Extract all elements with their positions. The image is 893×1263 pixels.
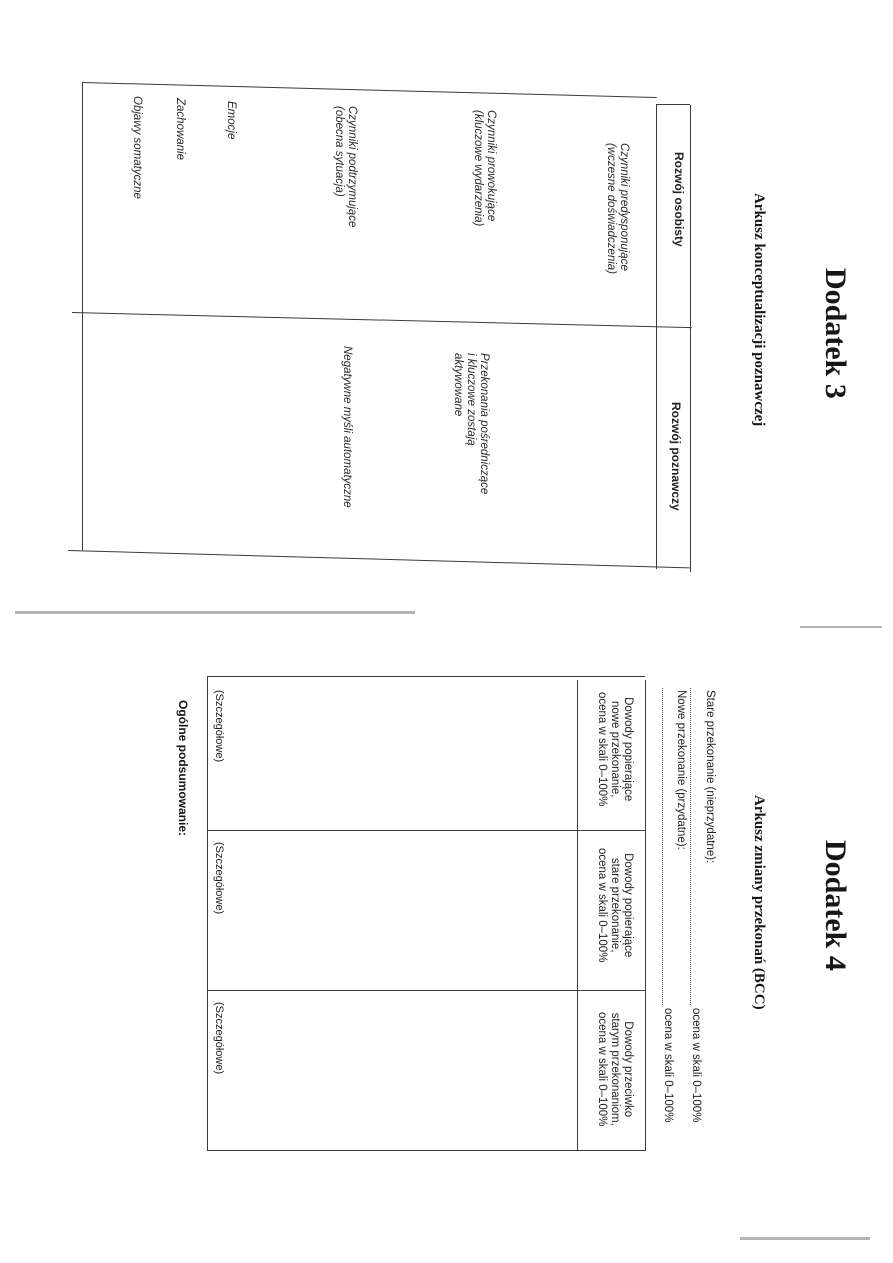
bcc-header-evidence-against: Dowody przeciwko starym przekonaniom, ocena w skali 0–100% xyxy=(596,1012,634,1127)
old-belief-rating: ocena w skali 0–100% xyxy=(690,1008,702,1123)
overall-summary-label: Ogólne podsumowanie: xyxy=(176,700,190,837)
label-behavior: Zachowanie xyxy=(174,98,186,161)
appendix3-title: Dodatek 3 xyxy=(819,268,852,399)
appendix4-subtitle: Arkusz zmiany przekonań (BCC) xyxy=(751,795,767,1010)
bcc-detail-against[interactable]: (Szczegółowe) xyxy=(213,1002,225,1075)
bcc-header-evidence-new: Dowody popierające nowe przekonanie, ocena w skali 0–100% xyxy=(596,692,634,807)
bcc-header-evidence-old: Dowody popierające stare przekonanie, ocena w skali 0–100% xyxy=(596,848,634,963)
bcc-detail-old[interactable]: (Szczegółowe) xyxy=(213,842,225,915)
new-belief-dotted-line[interactable] xyxy=(662,688,664,1005)
label-maintaining: Czynniki podtrzymujące (obecna sytuacja) xyxy=(333,106,358,228)
old-belief-dotted-line[interactable] xyxy=(690,688,692,1005)
label-emotions: Emocje xyxy=(225,101,237,140)
label-intermediate-beliefs: Przekonania pośredniczące i kluczowe zostają aktywowane xyxy=(452,353,490,495)
column-header-cognitive: Rozwój poznawczy xyxy=(669,402,683,511)
appendix3-subtitle: Arkusz konceptualizacji poznawczej xyxy=(751,193,767,427)
label-somatic: Objawy somatyczne xyxy=(131,96,143,199)
new-belief-rating: ocena w skali 0–100% xyxy=(662,1008,674,1123)
label-predisposing: Czynniki predysponujące (wczesne doświadczenia) xyxy=(605,143,630,275)
scan-fold-line xyxy=(15,611,415,614)
old-belief-label: Stare przekonanie (nieprzydatne): xyxy=(704,690,716,864)
label-automatic-thoughts: Negatywne myśli automatyczne xyxy=(341,346,353,508)
new-belief-label: Nowe przekonanie (przydatne): xyxy=(675,690,687,850)
bcc-detail-new[interactable]: (Szczegółowe) xyxy=(213,690,225,763)
column-header-personal: Rozwój osobisty xyxy=(672,152,686,247)
appendix4-title: Dodatek 4 xyxy=(819,840,852,971)
label-provoking: Czynniki prowokujące (kluczowe wydarzenia) xyxy=(472,110,497,227)
